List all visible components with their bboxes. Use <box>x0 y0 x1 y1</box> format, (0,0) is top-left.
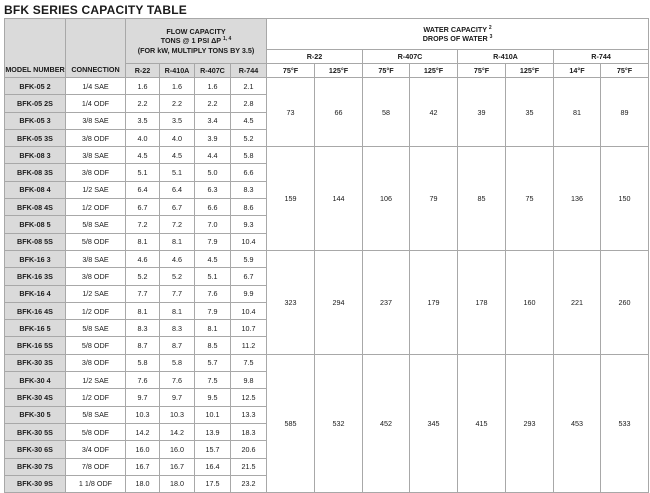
flow-capacity-cell: 8.1 <box>126 233 160 250</box>
connection-cell: 5/8 SAE <box>66 406 126 423</box>
flow-capacity-cell: 11.2 <box>231 337 267 354</box>
flow-capacity-cell: 20.6 <box>231 441 267 458</box>
model-number-cell: BFK-08 4 <box>5 181 66 198</box>
flow-capacity-cell: 9.7 <box>160 389 195 406</box>
flow-capacity-cell: 7.5 <box>195 372 231 389</box>
flow-capacity-cell: 4.6 <box>126 250 160 267</box>
model-number-cell: BFK-08 5 <box>5 216 66 233</box>
connection-cell: 3/8 SAE <box>66 112 126 129</box>
water-capacity-cell: 106 <box>363 147 410 251</box>
temperature-header: 75°F <box>363 64 410 78</box>
water-capacity-cell: 81 <box>554 78 601 147</box>
flow-capacity-cell: 7.9 <box>195 302 231 319</box>
flow-refrigerant-header: R-410A <box>160 64 195 78</box>
flow-capacity-cell: 5.1 <box>126 164 160 181</box>
model-number-cell: BFK-30 7S <box>5 458 66 475</box>
flow-capacity-cell: 4.5 <box>195 250 231 267</box>
flow-capacity-cell: 13.9 <box>195 423 231 440</box>
flow-capacity-cell: 2.1 <box>231 78 267 95</box>
flow-capacity-cell: 16.4 <box>195 458 231 475</box>
model-number-cell: BFK-05 2 <box>5 78 66 95</box>
model-number-cell: BFK-16 4S <box>5 302 66 319</box>
flow-capacity-cell: 2.2 <box>195 95 231 112</box>
model-number-cell: BFK-30 5 <box>5 406 66 423</box>
water-capacity-cell: 35 <box>506 78 554 147</box>
water-capacity-cell: 221 <box>554 250 601 354</box>
water-capacity-cell: 293 <box>506 354 554 492</box>
temperature-header: 75°F <box>458 64 506 78</box>
temperature-header: 75°F <box>601 64 649 78</box>
model-number-cell: BFK-08 3S <box>5 164 66 181</box>
water-capacity-cell: 42 <box>410 78 458 147</box>
water-capacity-cell: 585 <box>267 354 315 492</box>
flow-capacity-cell: 10.1 <box>195 406 231 423</box>
temperature-header: 75°F <box>267 64 315 78</box>
water-capacity-cell: 532 <box>315 354 363 492</box>
temperature-header: 125°F <box>410 64 458 78</box>
water-capacity-cell: 453 <box>554 354 601 492</box>
flow-capacity-cell: 7.7 <box>160 285 195 302</box>
model-number-cell: BFK-16 3 <box>5 250 66 267</box>
connection-cell: 3/8 SAE <box>66 147 126 164</box>
connection-cell: 5/8 ODF <box>66 233 126 250</box>
connection-cell: 1/2 ODF <box>66 389 126 406</box>
flow-capacity-cell: 9.3 <box>231 216 267 233</box>
flow-capacity-cell: 10.7 <box>231 320 267 337</box>
model-number-cell: BFK-16 4 <box>5 285 66 302</box>
flow-capacity-cell: 10.4 <box>231 233 267 250</box>
model-number-cell: BFK-16 3S <box>5 268 66 285</box>
model-number-header: MODEL NUMBER <box>5 19 66 78</box>
flow-capacity-cell: 6.7 <box>126 199 160 216</box>
flow-capacity-cell: 7.2 <box>160 216 195 233</box>
flow-refrigerant-header: R-22 <box>126 64 160 78</box>
model-number-cell: BFK-05 3S <box>5 129 66 146</box>
connection-cell: 3/8 ODF <box>66 354 126 371</box>
table-row <box>5 354 649 371</box>
connection-cell: 5/8 SAE <box>66 320 126 337</box>
flow-capacity-cell: 1.6 <box>160 78 195 95</box>
flow-capacity-cell: 4.0 <box>126 129 160 146</box>
flow-capacity-cell: 7.2 <box>126 216 160 233</box>
flow-capacity-cell: 21.5 <box>231 458 267 475</box>
water-capacity-cell: 150 <box>601 147 649 251</box>
water-capacity-cell: 260 <box>601 250 649 354</box>
connection-cell: 1/4 SAE <box>66 78 126 95</box>
flow-capacity-cell: 4.6 <box>160 250 195 267</box>
model-number-cell: BFK-05 3 <box>5 112 66 129</box>
flow-capacity-cell: 12.5 <box>231 389 267 406</box>
connection-cell: 1/2 ODF <box>66 302 126 319</box>
table-row <box>5 250 649 267</box>
flow-capacity-cell: 5.1 <box>195 268 231 285</box>
water-capacity-cell: 345 <box>410 354 458 492</box>
connection-cell: 1 1/8 ODF <box>66 475 126 492</box>
flow-capacity-cell: 18.0 <box>126 475 160 492</box>
connection-cell: 5/8 ODF <box>66 423 126 440</box>
flow-capacity-cell: 7.9 <box>195 233 231 250</box>
flow-capacity-cell: 6.4 <box>160 181 195 198</box>
flow-capacity-cell: 16.0 <box>126 441 160 458</box>
water-capacity-cell: 75 <box>506 147 554 251</box>
flow-capacity-cell: 3.5 <box>126 112 160 129</box>
flow-capacity-cell: 2.2 <box>126 95 160 112</box>
connection-cell: 5/8 ODF <box>66 337 126 354</box>
connection-cell: 3/8 ODF <box>66 268 126 285</box>
flow-capacity-cell: 4.5 <box>231 112 267 129</box>
model-number-cell: BFK-16 5S <box>5 337 66 354</box>
model-number-cell: BFK-05 2S <box>5 95 66 112</box>
flow-capacity-cell: 7.6 <box>160 372 195 389</box>
flow-capacity-cell: 13.3 <box>231 406 267 423</box>
flow-capacity-cell: 7.7 <box>126 285 160 302</box>
flow-capacity-cell: 8.3 <box>160 320 195 337</box>
connection-cell: 3/8 ODF <box>66 164 126 181</box>
model-number-cell: BFK-30 5S <box>5 423 66 440</box>
flow-capacity-cell: 16.7 <box>126 458 160 475</box>
model-number-cell: BFK-30 4S <box>5 389 66 406</box>
temperature-header: 125°F <box>506 64 554 78</box>
flow-capacity-cell: 8.1 <box>126 302 160 319</box>
water-capacity-cell: 144 <box>315 147 363 251</box>
model-number-cell: BFK-08 4S <box>5 199 66 216</box>
model-number-cell: BFK-30 3S <box>5 354 66 371</box>
flow-capacity-cell: 3.5 <box>160 112 195 129</box>
flow-capacity-cell: 1.6 <box>126 78 160 95</box>
connection-cell: 3/8 SAE <box>66 250 126 267</box>
flow-capacity-cell: 18.0 <box>160 475 195 492</box>
flow-capacity-cell: 15.7 <box>195 441 231 458</box>
connection-cell: 1/4 ODF <box>66 95 126 112</box>
flow-capacity-cell: 4.5 <box>160 147 195 164</box>
flow-capacity-cell: 4.4 <box>195 147 231 164</box>
flow-capacity-cell: 8.7 <box>126 337 160 354</box>
connection-header: CONNECTION <box>66 19 126 78</box>
flow-capacity-cell: 9.7 <box>126 389 160 406</box>
flow-refrigerant-header: R-407C <box>195 64 231 78</box>
temperature-header: 14°F <box>554 64 601 78</box>
flow-capacity-cell: 4.0 <box>160 129 195 146</box>
flow-capacity-cell: 14.2 <box>126 423 160 440</box>
flow-capacity-cell: 8.1 <box>195 320 231 337</box>
water-refrigerant-header: R-744 <box>554 50 649 64</box>
flow-capacity-cell: 10.4 <box>231 302 267 319</box>
water-capacity-cell: 73 <box>267 78 315 147</box>
model-number-cell: BFK-08 5S <box>5 233 66 250</box>
connection-cell: 3/8 ODF <box>66 129 126 146</box>
flow-capacity-cell: 5.2 <box>231 129 267 146</box>
water-refrigerant-header: R-407C <box>363 50 458 64</box>
flow-capacity-cell: 2.2 <box>160 95 195 112</box>
water-refrigerant-header: R-410A <box>458 50 554 64</box>
page-title: BFK SERIES CAPACITY TABLE <box>4 3 188 17</box>
flow-capacity-cell: 6.6 <box>195 199 231 216</box>
flow-capacity-cell: 9.8 <box>231 372 267 389</box>
flow-capacity-cell: 8.6 <box>231 199 267 216</box>
water-capacity-cell: 39 <box>458 78 506 147</box>
flow-capacity-cell: 6.7 <box>160 199 195 216</box>
flow-capacity-cell: 6.7 <box>231 268 267 285</box>
connection-cell: 1/2 ODF <box>66 199 126 216</box>
model-number-cell: BFK-08 3 <box>5 147 66 164</box>
flow-capacity-cell: 18.3 <box>231 423 267 440</box>
flow-capacity-cell: 17.5 <box>195 475 231 492</box>
flow-capacity-cell: 9.5 <box>195 389 231 406</box>
flow-capacity-cell: 5.9 <box>231 250 267 267</box>
flow-capacity-cell: 6.6 <box>231 164 267 181</box>
connection-cell: 5/8 SAE <box>66 216 126 233</box>
water-capacity-cell: 178 <box>458 250 506 354</box>
water-capacity-cell: 415 <box>458 354 506 492</box>
water-capacity-cell: 160 <box>506 250 554 354</box>
flow-capacity-cell: 5.7 <box>195 354 231 371</box>
water-capacity-cell: 85 <box>458 147 506 251</box>
flow-capacity-cell: 5.0 <box>195 164 231 181</box>
water-capacity-cell: 79 <box>410 147 458 251</box>
flow-capacity-cell: 5.8 <box>231 147 267 164</box>
flow-capacity-cell: 8.3 <box>126 320 160 337</box>
flow-capacity-cell: 8.3 <box>231 181 267 198</box>
water-capacity-cell: 179 <box>410 250 458 354</box>
flow-capacity-cell: 2.8 <box>231 95 267 112</box>
capacity-table <box>4 18 649 493</box>
flow-capacity-cell: 8.1 <box>160 233 195 250</box>
water-capacity-cell: 159 <box>267 147 315 251</box>
water-refrigerant-header: R-22 <box>267 50 363 64</box>
water-capacity-cell: 66 <box>315 78 363 147</box>
flow-capacity-cell: 6.3 <box>195 181 231 198</box>
water-capacity-cell: 533 <box>601 354 649 492</box>
water-capacity-header: WATER CAPACITY $^2$ DROPS OF WATER $^3$ <box>267 19 649 50</box>
connection-cell: 7/8 ODF <box>66 458 126 475</box>
flow-capacity-cell: 7.6 <box>195 285 231 302</box>
flow-capacity-header: FLOW CAPACITY TONS @ 1 PSI ΔP $^{1, 4}$ (FOR kW, MULTIPLY TONS BY 3.5) <box>126 19 267 64</box>
flow-capacity-cell: 10.3 <box>160 406 195 423</box>
flow-capacity-cell: 7.0 <box>195 216 231 233</box>
flow-refrigerant-header: R-744 <box>231 64 267 78</box>
connection-cell: 1/2 SAE <box>66 285 126 302</box>
flow-capacity-cell: 4.5 <box>126 147 160 164</box>
water-capacity-cell: 237 <box>363 250 410 354</box>
flow-capacity-cell: 16.7 <box>160 458 195 475</box>
water-capacity-cell: 294 <box>315 250 363 354</box>
flow-capacity-cell: 6.4 <box>126 181 160 198</box>
flow-capacity-cell: 8.7 <box>160 337 195 354</box>
flow-capacity-cell: 7.5 <box>231 354 267 371</box>
flow-capacity-cell: 5.2 <box>160 268 195 285</box>
flow-capacity-cell: 8.5 <box>195 337 231 354</box>
flow-capacity-cell: 5.8 <box>160 354 195 371</box>
table-row <box>5 78 649 95</box>
flow-capacity-cell: 14.2 <box>160 423 195 440</box>
water-capacity-cell: 323 <box>267 250 315 354</box>
model-number-cell: BFK-30 6S <box>5 441 66 458</box>
connection-cell: 3/4 ODF <box>66 441 126 458</box>
flow-capacity-cell: 5.1 <box>160 164 195 181</box>
table-row <box>5 147 649 164</box>
flow-capacity-cell: 3.9 <box>195 129 231 146</box>
flow-capacity-cell: 5.8 <box>126 354 160 371</box>
water-capacity-cell: 58 <box>363 78 410 147</box>
flow-capacity-cell: 8.1 <box>160 302 195 319</box>
flow-capacity-cell: 5.2 <box>126 268 160 285</box>
connection-cell: 1/2 SAE <box>66 372 126 389</box>
water-capacity-cell: 452 <box>363 354 410 492</box>
flow-capacity-cell: 10.3 <box>126 406 160 423</box>
water-capacity-cell: 89 <box>601 78 649 147</box>
model-number-cell: BFK-30 9S <box>5 475 66 492</box>
flow-capacity-cell: 3.4 <box>195 112 231 129</box>
flow-capacity-cell: 23.2 <box>231 475 267 492</box>
water-capacity-cell: 136 <box>554 147 601 251</box>
model-number-cell: BFK-16 5 <box>5 320 66 337</box>
flow-capacity-cell: 16.0 <box>160 441 195 458</box>
flow-capacity-cell: 7.6 <box>126 372 160 389</box>
flow-capacity-cell: 9.9 <box>231 285 267 302</box>
temperature-header: 125°F <box>315 64 363 78</box>
model-number-cell: BFK-30 4 <box>5 372 66 389</box>
flow-capacity-cell: 1.6 <box>195 78 231 95</box>
connection-cell: 1/2 SAE <box>66 181 126 198</box>
